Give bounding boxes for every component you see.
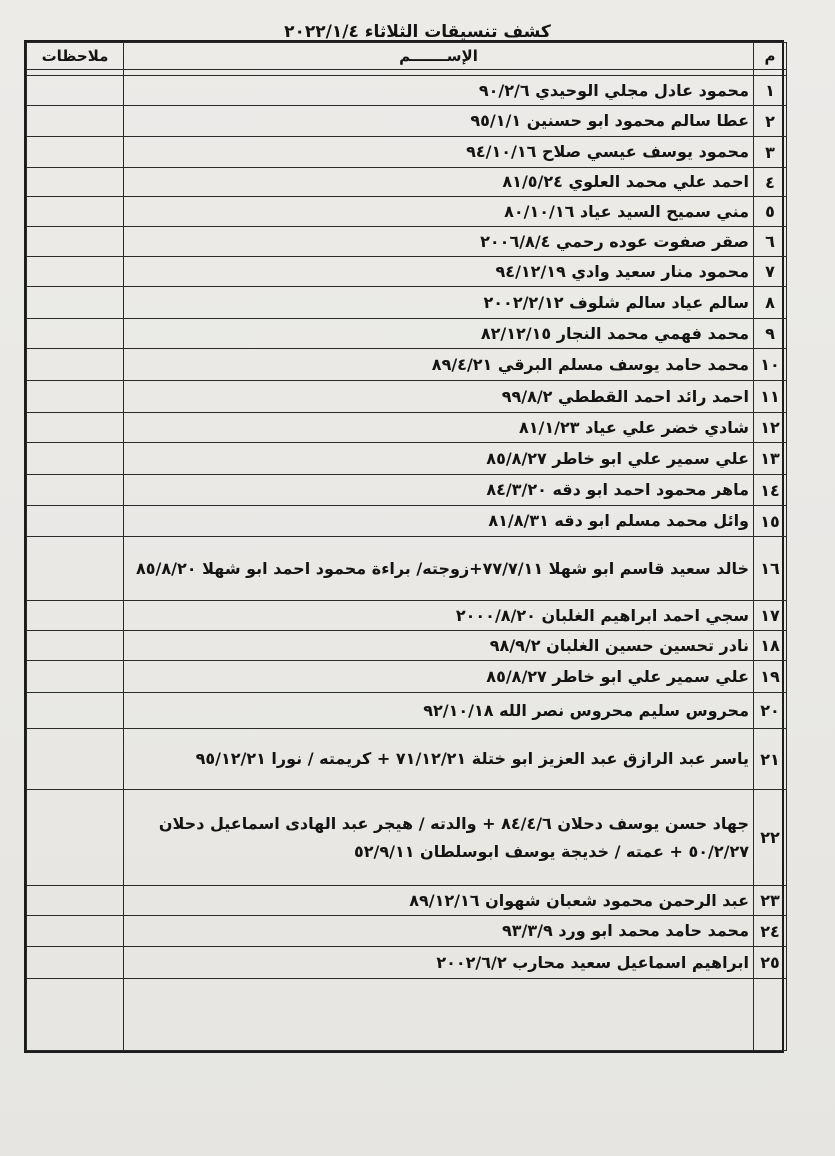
row-notes [27, 475, 124, 506]
row-notes [27, 947, 124, 979]
row-notes [27, 349, 124, 381]
table-header-row [27, 43, 787, 70]
row-name: مني سميح السيد عياد ٨٠/١٠/١٦ [124, 197, 754, 227]
names-table-sheet [24, 40, 784, 1053]
row-notes [27, 916, 124, 947]
row-number: ٢ [754, 106, 787, 137]
row-notes [27, 729, 124, 790]
table-row [27, 537, 787, 601]
row-name: احمد علي محمد العلوي ٨١/٥/٢٤ [124, 168, 754, 197]
row-name: محروس سليم محروس نصر الله ٩٢/١٠/١٨ [124, 693, 754, 729]
table-row [27, 319, 787, 349]
row-notes [27, 168, 124, 197]
row-name: جهاد حسن يوسف دحلان ٨٤/٤/٦ + والدته / هيجر عبد الهادى اسماعيل دحلان ٥٠/٢/٢٧ + عمته / خديجة يوسف ابوسلطان ٥٢/٩/١١ [124, 790, 754, 886]
table-row [27, 661, 787, 693]
row-number: ١٤ [754, 475, 787, 506]
table-row [27, 76, 787, 106]
row-number: ٣ [754, 137, 787, 168]
table-row [27, 506, 787, 537]
row-name: احمد رائد احمد القططي ٩٩/٨/٢ [124, 381, 754, 413]
row-number: ٩ [754, 319, 787, 349]
table-row [27, 886, 787, 916]
row-number: ٢٤ [754, 916, 787, 947]
table-row [27, 947, 787, 979]
table-row [27, 257, 787, 287]
row-name: محمد فهمي محمد النجار ٨٢/١٢/١٥ [124, 319, 754, 349]
row-notes [27, 76, 124, 106]
row-number: ١٠ [754, 349, 787, 381]
row-number: ٧ [754, 257, 787, 287]
table-row [27, 287, 787, 319]
row-notes [27, 257, 124, 287]
row-name: عبد الرحمن محمود شعبان شهوان ٨٩/١٢/١٦ [124, 886, 754, 916]
header-name: الإســـــــم [124, 43, 754, 70]
table-row [27, 693, 787, 729]
row-number: ١٨ [754, 631, 787, 661]
row-number: ١٢ [754, 413, 787, 443]
row-name: علي سمير علي ابو خاطر ٨٥/٨/٢٧ [124, 661, 754, 693]
row-name: سالم عياد سالم شلوف ٢٠٠٢/٢/١٢ [124, 287, 754, 319]
table-row [27, 168, 787, 197]
row-notes [27, 886, 124, 916]
row-name: نادر تحسين حسين الغلبان ٩٨/٩/٢ [124, 631, 754, 661]
row-number: ٨ [754, 287, 787, 319]
row-notes [27, 319, 124, 349]
row-number: ١٩ [754, 661, 787, 693]
row-name: محمود عادل مجلي الوحيدي ٩٠/٢/٦ [124, 76, 754, 106]
table-row [27, 137, 787, 168]
table-row [27, 443, 787, 475]
row-number: ٦ [754, 227, 787, 257]
row-number: ٢٣ [754, 886, 787, 916]
row-number: ٤ [754, 168, 787, 197]
table-row [27, 790, 787, 886]
table-row [27, 106, 787, 137]
row-name: محمود منار سعيد وادي ٩٤/١٢/١٩ [124, 257, 754, 287]
row-number: ٢٥ [754, 947, 787, 979]
row-name: محمود يوسف عيسي صلاح ٩٤/١٠/١٦ [124, 137, 754, 168]
row-notes [27, 693, 124, 729]
row-notes [27, 227, 124, 257]
row-name: ابراهيم اسماعيل سعيد محارب ٢٠٠٢/٦/٢ [124, 947, 754, 979]
row-notes [27, 137, 124, 168]
names-table [26, 42, 787, 1051]
row-notes [27, 506, 124, 537]
table-row [27, 381, 787, 413]
row-number: ٢٢ [754, 790, 787, 886]
table-row [27, 729, 787, 790]
header-number: م [754, 43, 787, 70]
page-title: كشف تنسيقات الثلاثاء ٢٠٢٢/١/٤ [284, 22, 551, 42]
table-row [27, 197, 787, 227]
row-notes [27, 106, 124, 137]
row-notes [27, 631, 124, 661]
row-number: ١٦ [754, 537, 787, 601]
row-number: ١١ [754, 381, 787, 413]
row-notes [27, 790, 124, 886]
table-row [27, 916, 787, 947]
row-number: ١ [754, 76, 787, 106]
row-notes [27, 537, 124, 601]
row-number: ١٥ [754, 506, 787, 537]
table-row [27, 601, 787, 631]
table-row [27, 349, 787, 381]
table-row [27, 227, 787, 257]
row-name: ياسر عبد الرازق عبد العزيز ابو ختلة ٧١/١٢/٢١ + كريمته / نورا ٩٥/١٢/٢١ [124, 729, 754, 790]
row-name: محمد حامد يوسف مسلم البرقي ٨٩/٤/٢١ [124, 349, 754, 381]
row-number: ٥ [754, 197, 787, 227]
row-number: ١٣ [754, 443, 787, 475]
row-notes [27, 413, 124, 443]
header-notes: ملاحظات [27, 43, 124, 70]
row-number: ٢١ [754, 729, 787, 790]
row-name: وائل محمد مسلم ابو دقه ٨١/٨/٣١ [124, 506, 754, 537]
row-number: ٢٠ [754, 693, 787, 729]
row-notes [27, 197, 124, 227]
row-notes [27, 661, 124, 693]
row-notes [27, 601, 124, 631]
spacer-row [27, 979, 787, 1051]
row-name: محمد حامد محمد ابو ورد ٩٣/٣/٩ [124, 916, 754, 947]
row-notes [27, 381, 124, 413]
row-name: صقر صفوت عوده رحمي ٢٠٠٦/٨/٤ [124, 227, 754, 257]
row-name: خالد سعيد قاسم ابو شهلا ٧٧/٧/١١+زوجته/ براءة محمود احمد ابو شهلا ٨٥/٨/٢٠ [124, 537, 754, 601]
table-row [27, 631, 787, 661]
row-name: سجي احمد ابراهيم الغلبان ٢٠٠٠/٨/٢٠ [124, 601, 754, 631]
row-notes [27, 287, 124, 319]
table-row [27, 475, 787, 506]
row-name: ماهر محمود احمد ابو دقه ٨٤/٣/٢٠ [124, 475, 754, 506]
row-name: عطا سالم محمود ابو حسنين ٩٥/١/١ [124, 106, 754, 137]
row-name: علي سمير علي ابو خاطر ٨٥/٨/٢٧ [124, 443, 754, 475]
table-row [27, 413, 787, 443]
row-notes [27, 443, 124, 475]
row-name: شادي خضر علي عياد ٨١/١/٢٣ [124, 413, 754, 443]
row-number: ١٧ [754, 601, 787, 631]
